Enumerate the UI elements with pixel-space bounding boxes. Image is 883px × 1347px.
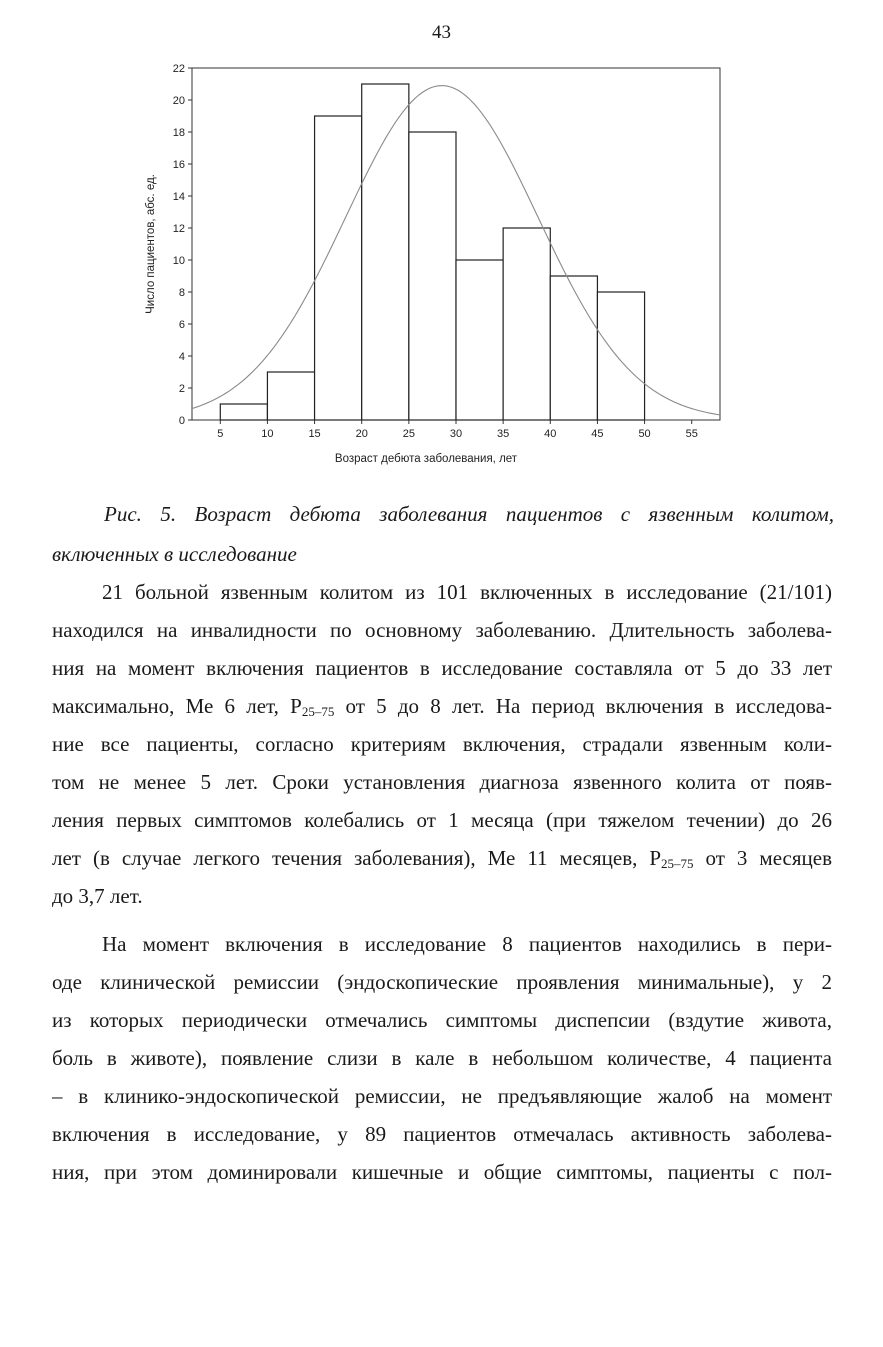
caption-line-1: Рис. 5. Возраст дебюта заболевания пациентов с язвенным колитом, xyxy=(104,502,834,526)
y-tick-label: 4 xyxy=(178,351,185,363)
text-line: оде клинической ремиссии (эндоскопические проявления минимальные), у 2 xyxy=(52,970,832,994)
histogram-bar xyxy=(456,260,503,420)
paragraph-1 xyxy=(52,573,832,915)
x-tick-label: 15 xyxy=(308,428,321,440)
y-tick-label: 12 xyxy=(172,223,185,235)
histogram-bar xyxy=(409,132,456,420)
text-line: ние все пациенты, согласно критериям включения, страдали язвенным коли- xyxy=(52,732,832,756)
y-tick-label: 18 xyxy=(172,127,185,139)
histogram-bar xyxy=(597,292,644,420)
text-line: из которых периодически отмечались симптомы диспепсии (вздутие живота, xyxy=(52,1008,832,1032)
y-tick-label: 2 xyxy=(178,383,185,395)
x-tick-label: 30 xyxy=(449,428,463,440)
paragraph-2 xyxy=(52,925,832,1191)
text-line: ния, при этом доминировали кишечные и общие симптомы, пациенты с пол- xyxy=(52,1160,832,1184)
histogram-bar xyxy=(550,276,597,420)
text-line: – в клинико-эндоскопической ремиссии, не предъявляющие жалоб на момент xyxy=(52,1084,832,1108)
x-tick-label: 35 xyxy=(497,428,510,440)
histogram-bar xyxy=(267,372,314,420)
text-line: ления первых симптомов колебались от 1 месяца (при тяжелом течении) до 26 xyxy=(52,808,832,832)
y-tick-label: 16 xyxy=(172,159,185,171)
y-tick-label: 0 xyxy=(178,415,185,427)
y-tick-label: 8 xyxy=(178,287,185,299)
y-tick-label: 20 xyxy=(172,95,185,107)
text-line: боль в животе), появление слизи в кале в небольшом количестве, 4 пациента xyxy=(52,1046,832,1070)
text-line xyxy=(52,687,832,725)
histogram-svg xyxy=(138,52,768,477)
text-segment: лет (в случае легкого течения заболевания), Ме 11 месяцев, Р xyxy=(52,846,662,870)
histogram-bar xyxy=(362,84,409,420)
x-tick-label: 5 xyxy=(217,428,224,440)
y-tick-label: 10 xyxy=(172,255,185,267)
text-line: включения в исследование, у 89 пациентов отмечалась активность заболева- xyxy=(52,1122,832,1146)
text-line: На момент включения в исследование 8 пациентов находились в пери- xyxy=(102,932,832,956)
histogram-bar xyxy=(503,228,550,420)
x-tick-label: 10 xyxy=(261,428,274,440)
x-tick-label: 50 xyxy=(638,428,651,440)
x-tick-label: 45 xyxy=(591,428,604,440)
subscript: 25–75 xyxy=(661,856,694,871)
histogram-chart xyxy=(138,52,768,477)
y-tick-label: 22 xyxy=(172,63,185,75)
x-tick-label: 55 xyxy=(685,428,698,440)
text-line: 21 больной язвенным колитом из 101 включенных в исследование (21/101) xyxy=(102,580,832,604)
text-line: до 3,7 лет. xyxy=(52,884,143,908)
y-axis-label: Число пациентов, абс. ед. xyxy=(145,174,157,314)
caption-line-2: включенных в исследование xyxy=(52,542,297,566)
text-line xyxy=(52,839,832,877)
text-segment: максимально, Ме 6 лет, Р xyxy=(52,694,302,718)
text-segment: от 5 до 8 лет. На период включения в исследова- xyxy=(334,694,833,718)
subscript: 25–75 xyxy=(301,704,335,719)
x-tick-label: 20 xyxy=(355,428,368,440)
text-line: ния на момент включения пациентов в исследование составляла от 5 до 33 лет xyxy=(52,656,832,680)
text-segment: от 3 месяцев xyxy=(693,846,832,870)
page-number: 43 xyxy=(432,22,451,43)
x-axis-label: Возраст дебюта заболевания, лет xyxy=(334,453,518,465)
x-tick-label: 40 xyxy=(544,428,557,440)
x-tick-label: 25 xyxy=(402,428,415,440)
y-tick-label: 6 xyxy=(178,319,185,331)
text-line: находился на инвалидности по основному заболеванию. Длительность заболева- xyxy=(52,618,832,642)
y-tick-label: 14 xyxy=(172,191,185,203)
text-line: том не менее 5 лет. Сроки установления диагноза язвенного колита от появ- xyxy=(52,770,832,794)
body-text xyxy=(52,573,832,1191)
histogram-bar xyxy=(220,404,267,420)
figure-caption xyxy=(52,494,834,574)
